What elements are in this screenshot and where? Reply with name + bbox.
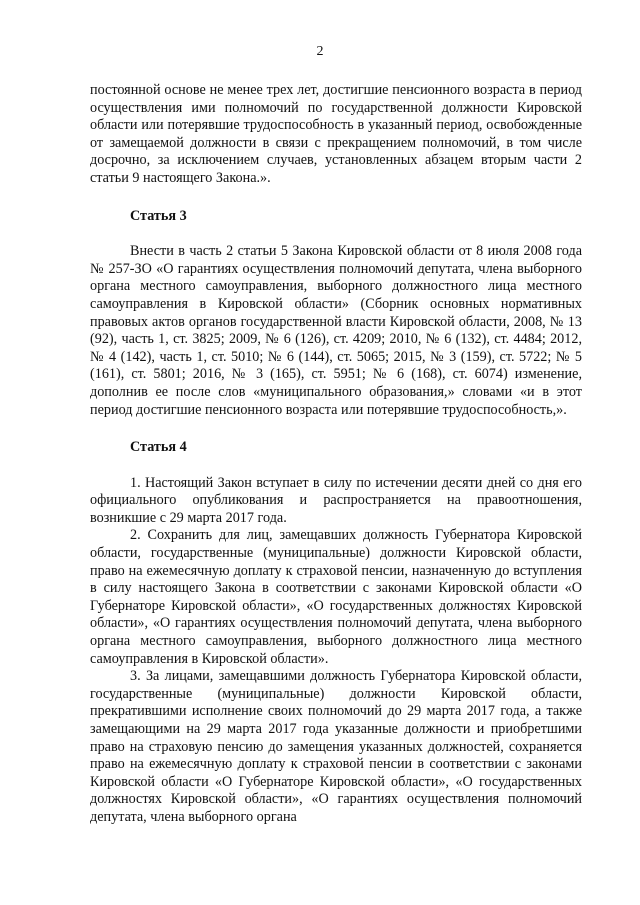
article-4-item-2: 2. Сохранить для лиц, замещавших должность Губернатора Кировской области, государственные (муниципальные) должности Кировской области, право на ежемесячную доплату к страховой пенсии, назначенную до вступления в силу настоящего Закона в соответствии с законами Кировской области «О Губернаторе Кировской области», «О государственных должностях Кировской области», «О гарантиях осуществления полномочий депутата, члена выборного органа местного самоуправления, выборного должностного лица местного самоуправления в Кировской области». xyxy=(90,527,582,667)
article-3-text: Внести в часть 2 статьи 5 Закона Кировской области от 8 июля 2008 года № 257-ЗО «О гарантиях осуществления полномочий депутата, члена выборного органа местного самоуправления, выборного должностного лица местного самоуправления в Кировской области» (Сборник основных нормативных правовых актов органов государственной власти Кировской области, 2008, № 13 (92), часть 1, ст. 3825; 2009, № 6 (126), ст. 4209; 2010, № 6 (132), ст. 4484; 2012, № 4 (142), часть 1, ст. 5010; № 6 (144), ст. 5065; 2015, № 3 (159), ст. 5722; № 5 (161), ст. 5801; 2016, № 3 (165), ст. 5951; № 6 (168), ст. 6074) изменение, дополнив ее после слов «муниципального образования,» словами «и в этот период достигшие пенсионного возраста или потерявшие трудоспособность,». xyxy=(90,243,582,418)
article-3-heading: Статья 3 xyxy=(130,207,187,224)
continuation-paragraph: постоянной основе не менее трех лет, достигшие пенсионного возраста в период осуществления ими полномочий по государственной должности Кировской области или потерявшие трудоспособность в указанный период, освобожденные от замещаемой должности в связи с прекращением полномочий, в том числе досрочно, за исключением случаев, установленных абзацем вторым части 2 статьи 9 настоящего Закона.». xyxy=(90,82,582,186)
page-number: 2 xyxy=(316,44,324,59)
document-body xyxy=(90,82,582,827)
article-4-item-1: 1. Настоящий Закон вступает в силу по истечении десяти дней со дня его официального опубликования и распространяется на правоотношения, возникшие с 29 марта 2017 года. xyxy=(90,474,582,526)
article-4-item-3: 3. За лицами, замещавшими должность Губернатора Кировской области, государственные (муниципальные) должности Кировской области, прекратившими исполнение своих полномочий до 29 марта 2017 года, а также замещающими на 29 марта 2017 года указанные должности и приобретшими право на страховую пенсию до замещения указанных должностей, сохраняется право на ежемесячную доплату к страховой пенсии в соответствии с законами Кировской области «О Губернаторе Кировской области», «О государственных должностях Кировской области», «О гарантиях осуществления полномочий депутата, члена выборного органа xyxy=(90,668,582,825)
article-4-heading: Статья 4 xyxy=(130,439,187,456)
